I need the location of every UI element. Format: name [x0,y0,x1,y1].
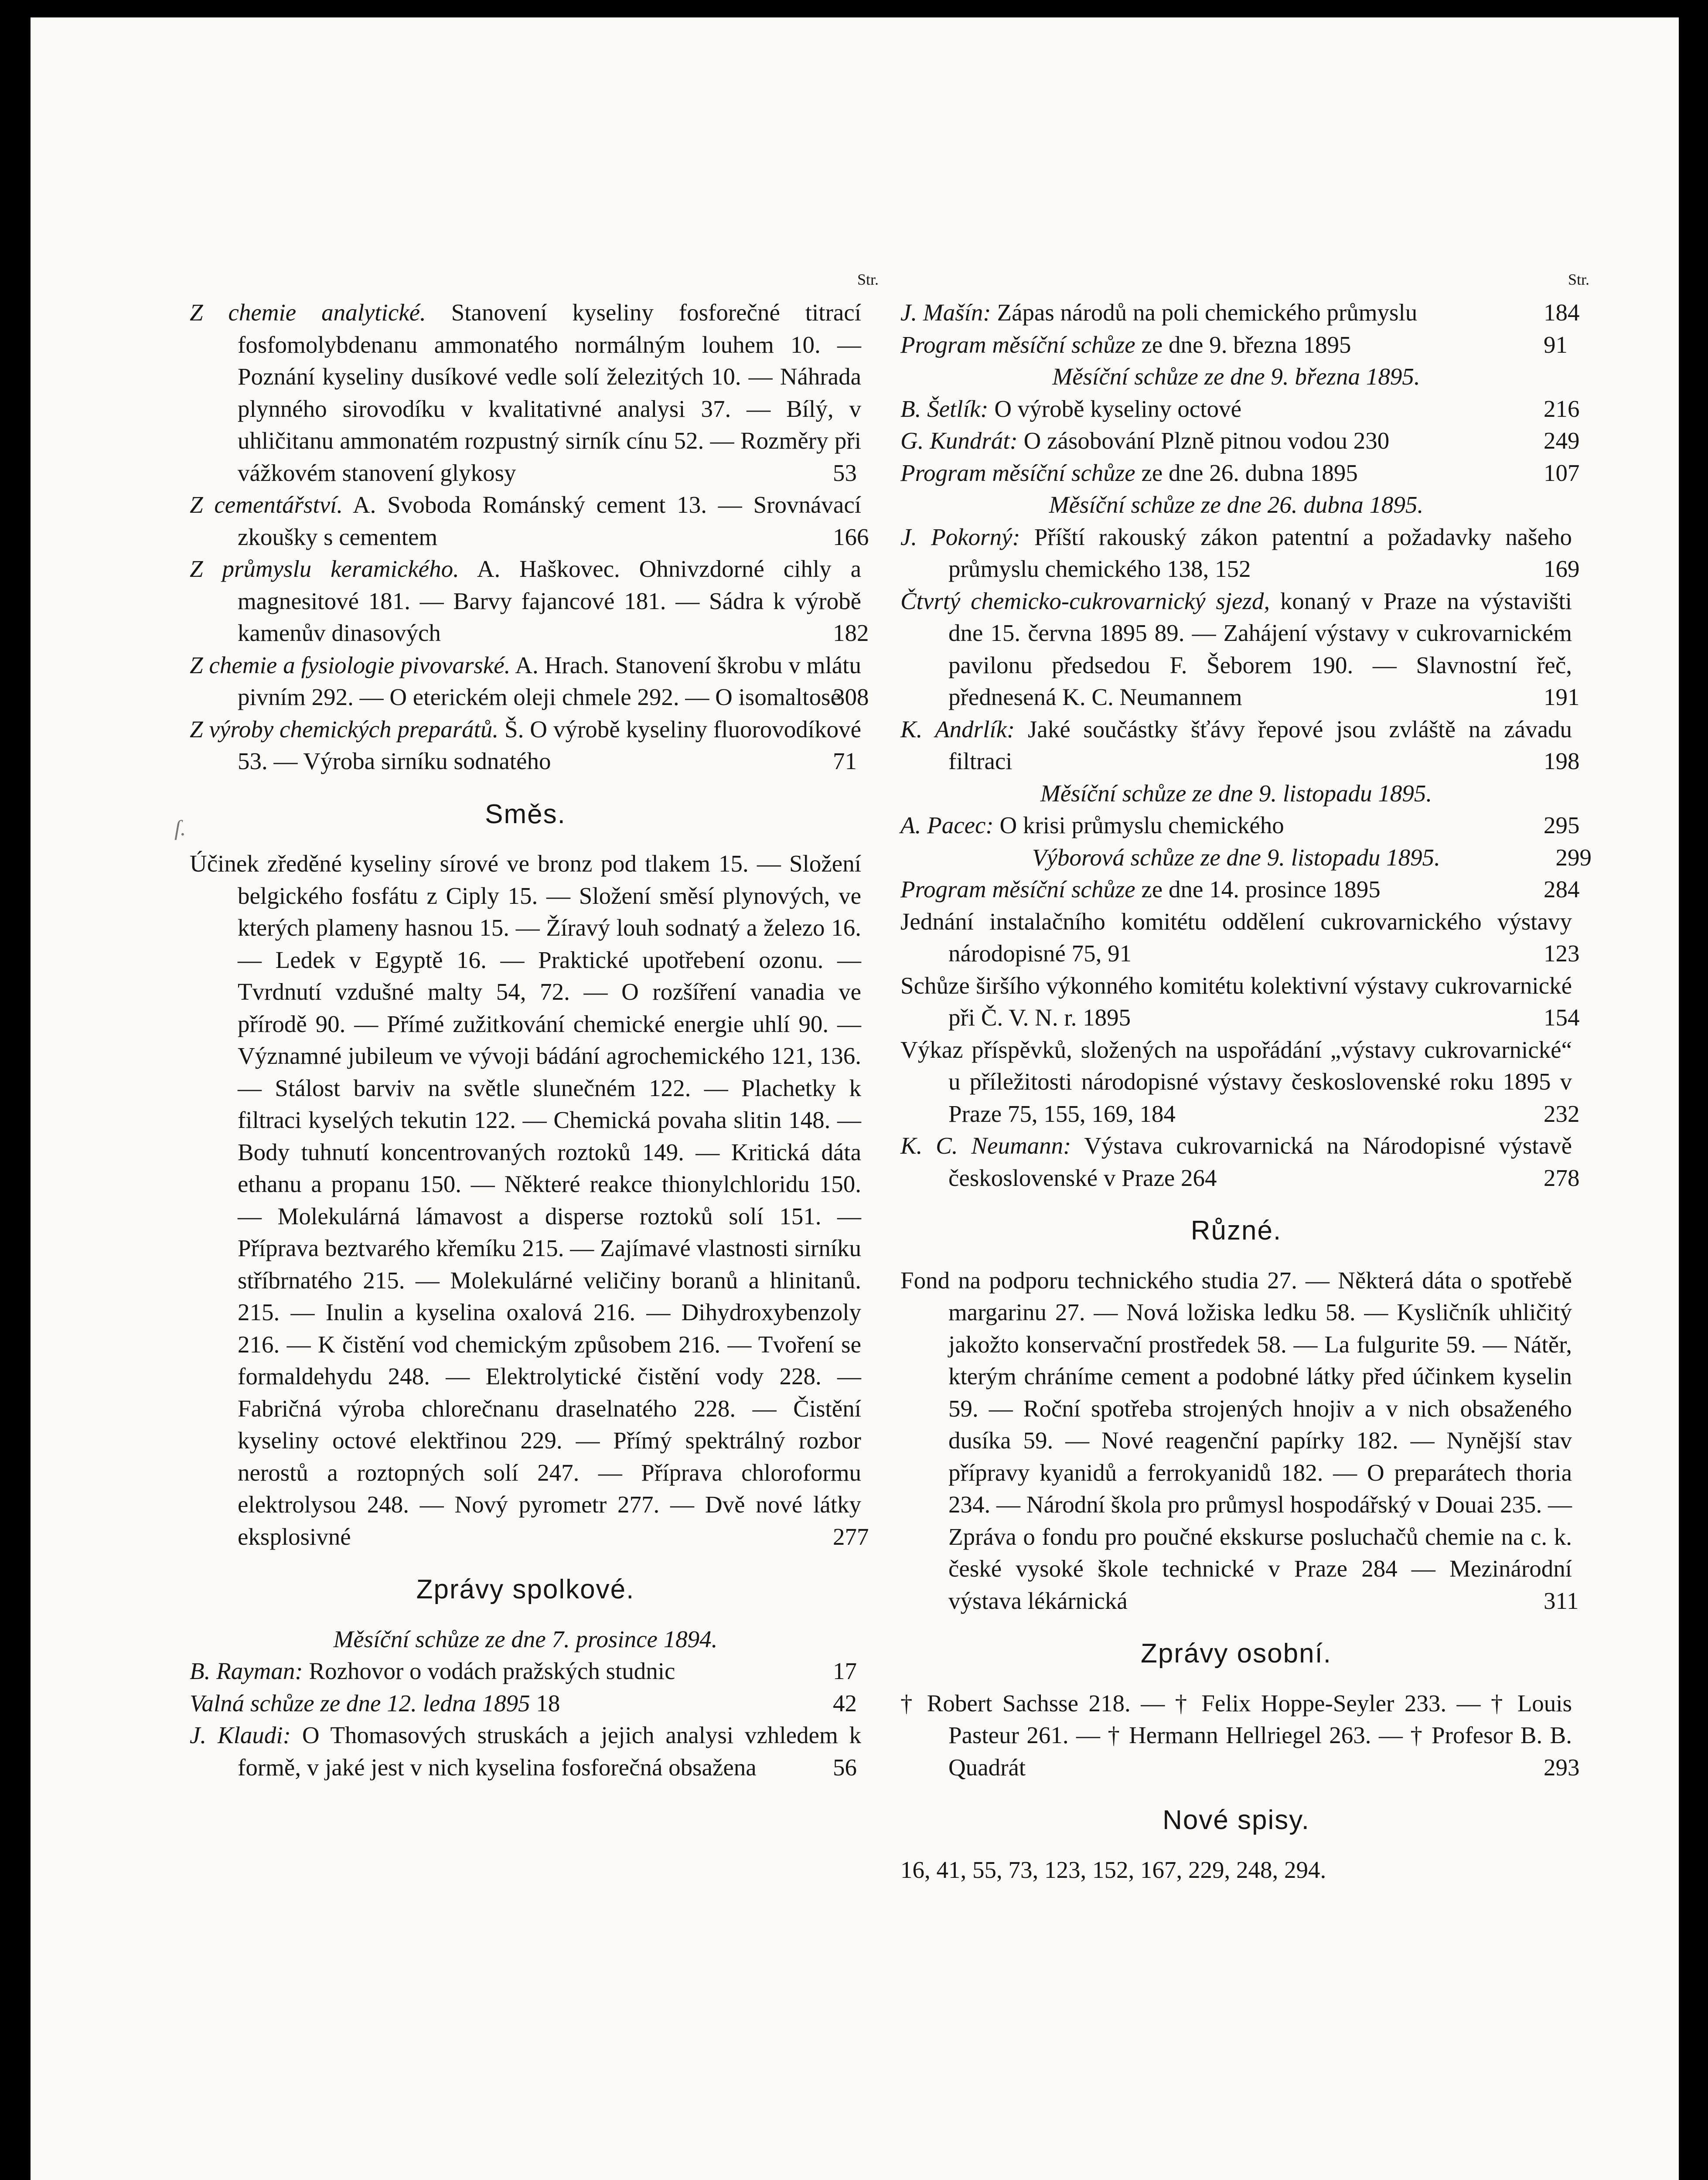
index-entry: Z cementářství. A. Svoboda Románský cement 13. — Srovnávací zkoušky s cementem 166 [190,491,869,550]
section-title-ruzne: Různé. [1190,1216,1282,1246]
index-entry: B. Rayman: Rozhovor o vodách pražských studnic 17 [190,1658,857,1684]
meeting-heading: Měsíční schůze ze dne 26. dubna 1895. [1049,491,1424,518]
meeting-heading: Měsíční schůze ze dne 9. března 1895. [1052,363,1420,390]
index-entry: J. Klaudi: O Thomasových struskách a jejich analysi vzhledem k formě, v jaké jest v nich kyselina fosforečná obsažena 56 [190,1722,862,1781]
index-entry: Program měsíční schůze ze dne 9. března 1895 91 [900,331,1568,358]
meeting-heading: Měsíční schůze ze dne 7. prosince 1894. [333,1625,718,1652]
index-entry: Fond na podporu technického studia 27. — Některá dáta o spotřebě margarinu 27. — Nová ložiska ledku 58. — Kysličník uhličitý jakožto konservační prostředek 58. — La fulgurite 59. — Nátěr, kterým chráníme cement a podobné látky před účinkem kyselin 59. — Roční spotřeba strojených hnojiv a v nich obsaženého dusíka 59. — Nové reagenční papírky 182. — Nynější stav přípravy kyanidů a ferrokyanidů 182. — O preparátech thoria 234. — Národní škola pro průmysl hospodářský v Douai 235. — Zpráva o fondu pro poučné ekskurse posluchačů chemie na c. k. české vysoké škole technické v Praze 284 — Mezinárodní výstava lékárnická 311 [900,1267,1579,1614]
index-entry: Z chemie a fysiologie pivovarské. A. Hrach. Stanovení škrobu v mlátu pivním 292. — O eterickém oleji chmele 292. — O isomaltose 308 [190,651,869,710]
index-entry: J. Pokorný: Příští rakouský zákon patentní a požadavky našeho průmyslu chemického 138, 152 169 [900,523,1580,582]
section-title-zpravy-osobni: Zprávy osobní. [1140,1638,1332,1669]
index-entry: † Robert Sachsse 218. — † Felix Hoppe-Seyler 233. — † Louis Pasteur 261. — † Hermann Hellriegel 263. — † Profesor B. B. Quadrát 293 [900,1690,1580,1781]
section-title-nove-spisy: Nové spisy. [1163,1805,1310,1835]
index-entry: K. Andrlík: Jaké součástky šťávy řepové jsou zvláště na závadu filtraci 198 [900,715,1580,774]
index-entry: Valná schůze ze dne 12. ledna 1895 18 42 [190,1690,857,1717]
index-entry: Program měsíční schůze ze dne 26. dubna 1895 107 [900,459,1580,486]
index-entry: Výkaz příspěvků, složených na uspořádání „výstavy cukrovarnické“ u příležitosti národopisné výstavy československé roku 1895 v Praze 75, 155, 169, 184 232 [900,1036,1580,1127]
section-title-smes: Směs. [485,799,566,829]
index-entry: Schůze širšího výkonného komitétu kolektivní výstavy cukrovarnické při Č. V. N. r. 1895 154 [900,972,1580,1031]
right-column [900,271,1592,1886]
index-entry: Účinek zředěné kyseliny sírové ve bronz pod tlakem 15. — Složení belgického fosfátu z Ciply 15. — Složení směsí plynových, ve kterých plameny hasnou 15. — Žíravý louh sodnatý a železo 16. — Ledek v Egyptě 16. — Praktické upotřebení ozonu. — Tvrdnutí vzdušné malty 54, 72. — O rozšíření vanadia ve přírodě 90. — Přímé zužitkování chemické energie uhlí 90. — Významné jubileum ve vývoji bádání agrochemického 121, 136. — Stálost barviv na světle slunečném 122. — Plachetky k filtraci kyselých tekutin 122. — Chemická povaha slitin 148. — Body tuhnutí koncentrovaných roztoků 149. — Kritická dáta ethanu a propanu 150. — Některé reakce thionylchloridu 150. — Molekulárná lámavost a disperse roztoků solí 151. — Příprava beztvarého křemíku 215. — Zajímavé vlastnosti sirníku stříbrnatého 215. — Molekulárné veličiny boranů a hlinitanů. 215. — Inulin a kyselina oxalová 216. — Dihydroxybenzoly 216. — K čistění vod chemickým způsobem 216. — Tvoření se formaldehydu 248. — Elektrolytické čistění vody 228. — Fabričná výroba chlorečnanu draselnatého 228. — Čistění kyseliny octové elektřinou 229. — Přímý spektrálný rozbor nerostů a roztopných solí 247. — Příprava chloroformu elektrolysou 248. — Nový pyrometr 277. — Dvě nové látky eksplosivné 277 [190,850,869,1550]
index-entry: Jednání instalačního komitétu oddělení cukrovarnického výstavy národopisné 75, 91 123 [900,908,1580,967]
index-entry: G. Kundrát: O zásobování Plzně pitnou vodou 230 249 [900,427,1580,454]
pencil-mark: ſ. [174,816,186,840]
page-sheet [31,17,1679,2180]
section-title-zpravy-spolkove: Zprávy spolkové. [416,1574,635,1604]
meeting-entry [900,841,1592,874]
index-entry: 16, 41, 55, 73, 123, 152, 167, 229, 248, 294. [900,1856,1326,1883]
index-entry: Z výroby chemických preparátů. Š. O výrobě kyseliny fluorovodíkové 53. — Výroba sirníku sodnatého 71 [190,715,861,774]
meeting-heading: Výborová schůze ze dne 9. listopadu 1895. [1032,844,1440,871]
page-number: 299 [1555,844,1592,871]
meeting-heading: Měsíční schůze ze dne 9. listopadu 1895. [1040,780,1432,807]
left-column [190,271,879,1783]
index-entry: B. Šetlík: O výrobě kyseliny octové 216 [900,395,1580,422]
index-entry: J. Mašín: Zápas národů na poli chemického průmyslu 184 [900,299,1580,326]
index-entry: Čtvrtý chemicko-cukrovarnický sjezd, konaný v Praze na výstavišti dne 15. června 1895 89. — Zahájení výstavy v cukrovarnickém pavilonu předsedou F. Šeborem 190. — Slavnostní řeč, přednesená K. C. Neumannem 191 [900,587,1580,710]
page-column-header: Str. [857,271,879,288]
index-entry: Z chemie analytické. Stanovení kyseliny fosforečné titrací fosfomolybdenanu ammonatého normálným louhem 10. — Poznání kyseliny dusíkové vedle solí železitých 10. — Náhrada plynného sirovodíku v kvalitativné analysi 37. — Bílý, v uhličitanu ammonatém rozpustný sirník cínu 52. — Rozměry při vážkovém stanovení glykosy 53 [190,299,862,486]
page-column-header: Str. [1568,271,1589,288]
index-entry: Program měsíční schůze ze dne 14. prosince 1895 284 [900,876,1580,903]
index-entry: Z průmyslu keramického. A. Haškovec. Ohnivzdorné cihly a magnesitové 181. — Barvy fajancové 181. — Sádra k výrobě kamenův dinasových 182 [190,555,869,646]
index-entry: K. C. Neumann: Výstava cukrovarnická na Národopisné výstavě československé v Praze 264 278 [900,1132,1580,1191]
index-entry: A. Pacec: O krisi průmyslu chemického 295 [900,812,1580,838]
